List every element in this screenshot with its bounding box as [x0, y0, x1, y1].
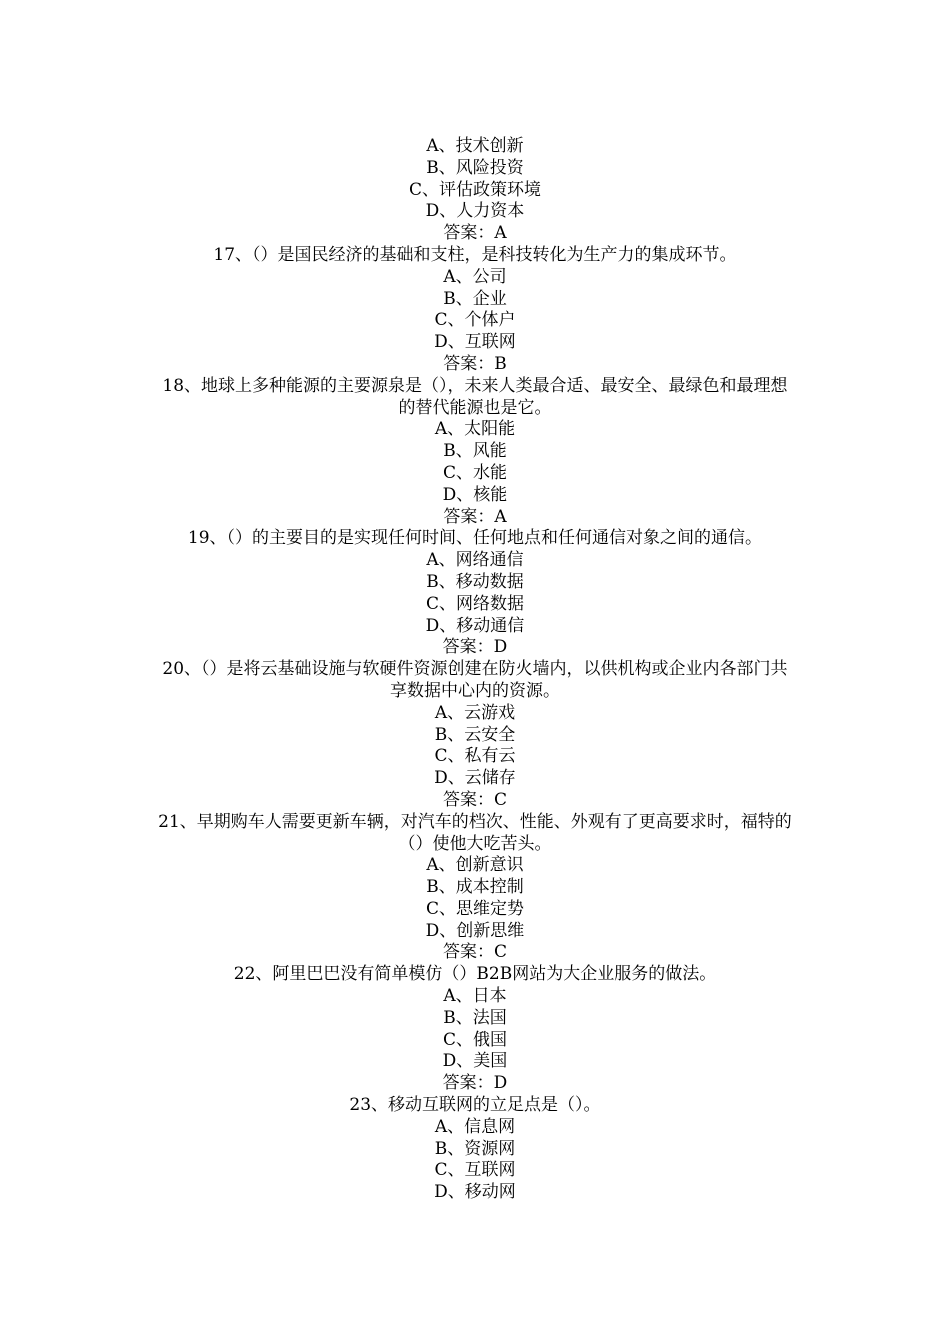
option-line: B、法国	[443, 1007, 507, 1028]
option-line: A、云游戏	[434, 702, 516, 723]
option-line: D、人力资本	[425, 201, 525, 222]
answer-line: 答案：D	[442, 637, 508, 658]
answer-line: 答案：C	[442, 789, 507, 810]
answer-line: 答案：A	[443, 506, 507, 527]
option-line: B、风能	[443, 441, 507, 462]
option-line: D、创新思维	[425, 920, 525, 941]
option-line: C、个体户	[434, 310, 516, 331]
option-line: B、资源网	[434, 1138, 516, 1159]
question-20: 20、（）是将云基础设施与软硬件资源创建在防火墙内，以供机构或企业内各部门共	[162, 659, 788, 680]
answer-line: 答案：B	[443, 353, 507, 374]
option-line: A、太阳能	[434, 419, 516, 440]
question-22: 22、阿里巴巴没有简单模仿（）B2B网站为大企业服务的做法。	[233, 964, 717, 985]
question-20-continued: 享数据中心内的资源。	[390, 680, 560, 701]
question-21: 21、早期购车人需要更新车辆，对汽车的档次、性能、外观有了更高要求时，福特的	[158, 811, 792, 832]
question-18: 18、地球上多种能源的主要源泉是（），未来人类最合适、最安全、最绿色和最理想	[162, 375, 788, 396]
option-line: B、风险投资	[426, 157, 524, 178]
option-line: C、俄国	[442, 1029, 507, 1050]
option-line: D、移动网	[434, 1182, 516, 1203]
question-23: 23、移动互联网的立足点是（）。	[349, 1095, 601, 1116]
question-21-continued: （）使他大吃苦头。	[398, 833, 552, 854]
option-line: A、日本	[443, 986, 507, 1007]
option-line: A、技术创新	[426, 136, 524, 156]
answer-line: 答案：D	[442, 1073, 508, 1094]
option-line: C、水能	[442, 462, 507, 483]
question-18-continued: 的替代能源也是它。	[398, 397, 552, 418]
option-line: D、核能	[442, 484, 508, 505]
option-line: C、网络数据	[425, 593, 524, 614]
option-line: B、企业	[443, 288, 507, 309]
option-line: A、网络通信	[426, 550, 524, 571]
option-line: D、美国	[442, 1051, 508, 1072]
option-line: C、思维定势	[425, 898, 524, 919]
answer-line: 答案：C	[442, 942, 507, 963]
option-line: B、云安全	[434, 724, 516, 745]
option-line: D、互联网	[434, 332, 516, 353]
question-17: 17、（）是国民经济的基础和支柱，是科技转化为生产力的集成环节。	[213, 244, 737, 265]
option-line: A、公司	[443, 266, 507, 287]
option-line: C、评估政策环境	[408, 179, 541, 200]
option-line: C、互联网	[434, 1160, 516, 1181]
option-line: A、创新意识	[426, 855, 524, 876]
option-line: D、移动通信	[425, 615, 525, 636]
option-line: B、移动数据	[426, 571, 524, 592]
question-19: 19、（）的主要目的是实现任何时间、任何地点和任何通信对象之间的通信。	[187, 528, 763, 549]
option-line: C、私有云	[434, 746, 516, 767]
option-line: A、信息网	[434, 1116, 516, 1137]
document-page	[95, 136, 855, 1204]
option-line: B、成本控制	[426, 877, 524, 898]
answer-line: 答案：A	[443, 223, 507, 244]
option-line: D、云储存	[434, 768, 516, 789]
